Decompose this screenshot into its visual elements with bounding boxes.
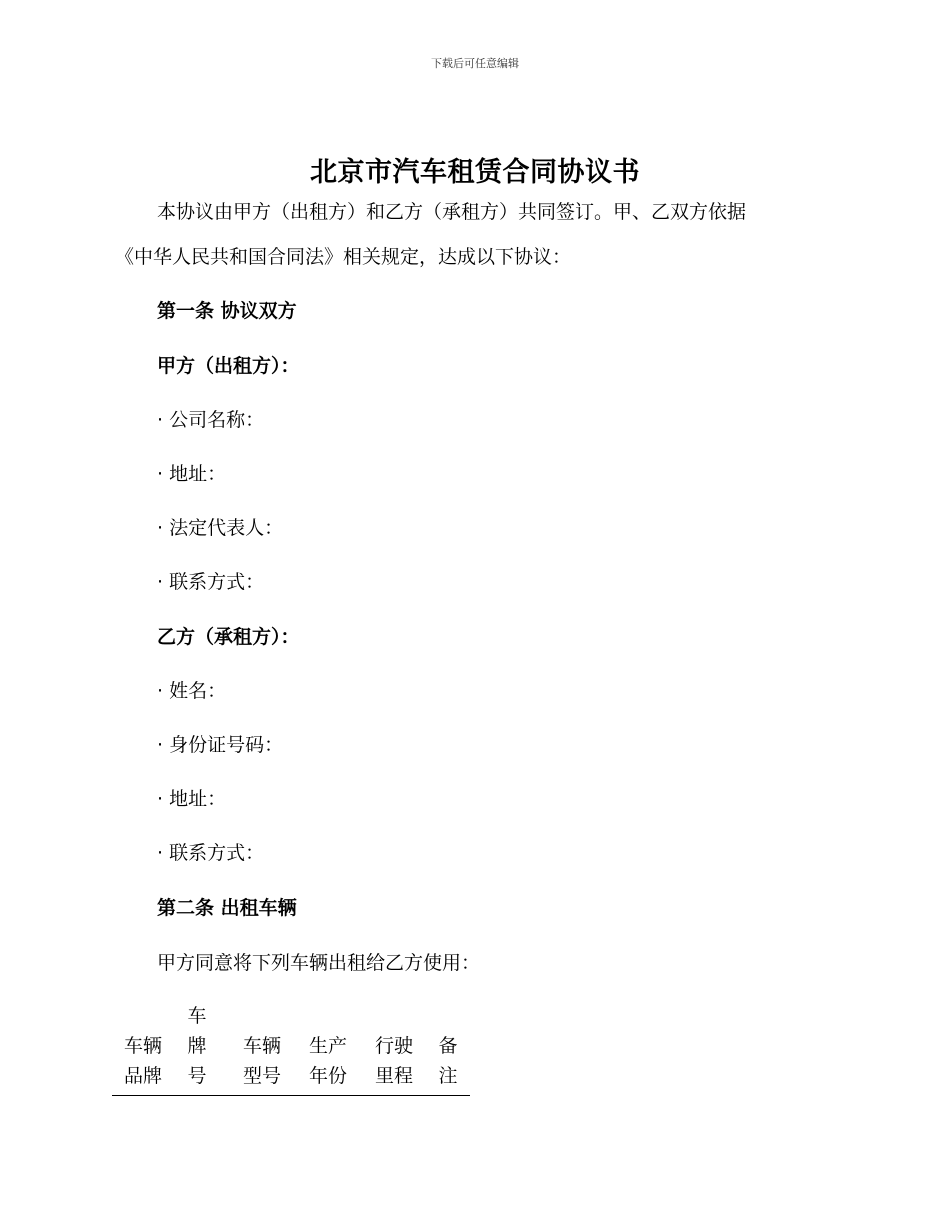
- party-b-address-field: · 地址：: [157, 786, 226, 812]
- party-a-contact-field: · 联系方式：: [157, 569, 264, 595]
- party-b-contact-field: · 联系方式：: [157, 840, 264, 866]
- table-header-plate-number: 车 牌 号: [187, 1005, 207, 1087]
- party-b-id-number-field: · 身份证号码：: [157, 732, 283, 758]
- party-a-address-field: · 地址：: [157, 461, 226, 487]
- article-1-heading: 第一条 协议双方: [157, 300, 297, 322]
- table-header-vehicle-brand: 车辆 品牌: [123, 1035, 162, 1087]
- vehicle-table: [112, 1003, 470, 1096]
- article-2-text: 甲方同意将下列车辆出租给乙方使用：: [157, 952, 481, 974]
- intro-paragraph-line-2: 《中华人民共和国合同法》相关规定，达成以下协议：: [115, 246, 572, 268]
- intro-paragraph-line-1: 本协议由甲方（出租方）和乙方（承租方）共同签订。甲、乙双方依据: [157, 201, 747, 223]
- header-note: 下载后可任意编辑: [431, 57, 519, 70]
- document-title: 北京市汽车租赁合同协议书: [310, 157, 640, 188]
- party-b-heading: 乙方（承租方）：: [157, 626, 300, 648]
- party-a-heading: 甲方（出租方）：: [157, 355, 300, 377]
- table-header-mileage: 行驶 里程: [374, 1035, 413, 1087]
- party-b-name-field: · 姓名：: [157, 678, 226, 704]
- party-a-company-name-field: · 公司名称：: [157, 407, 264, 433]
- table-header-production-year: 生产 年份: [308, 1035, 347, 1087]
- table-header-vehicle-model: 车辆 型号: [242, 1035, 281, 1087]
- party-a-legal-rep-field: · 法定代表人：: [157, 515, 283, 541]
- article-2-heading: 第二条 出租车辆: [157, 897, 297, 919]
- table-header-remarks: 备 注: [438, 1035, 458, 1087]
